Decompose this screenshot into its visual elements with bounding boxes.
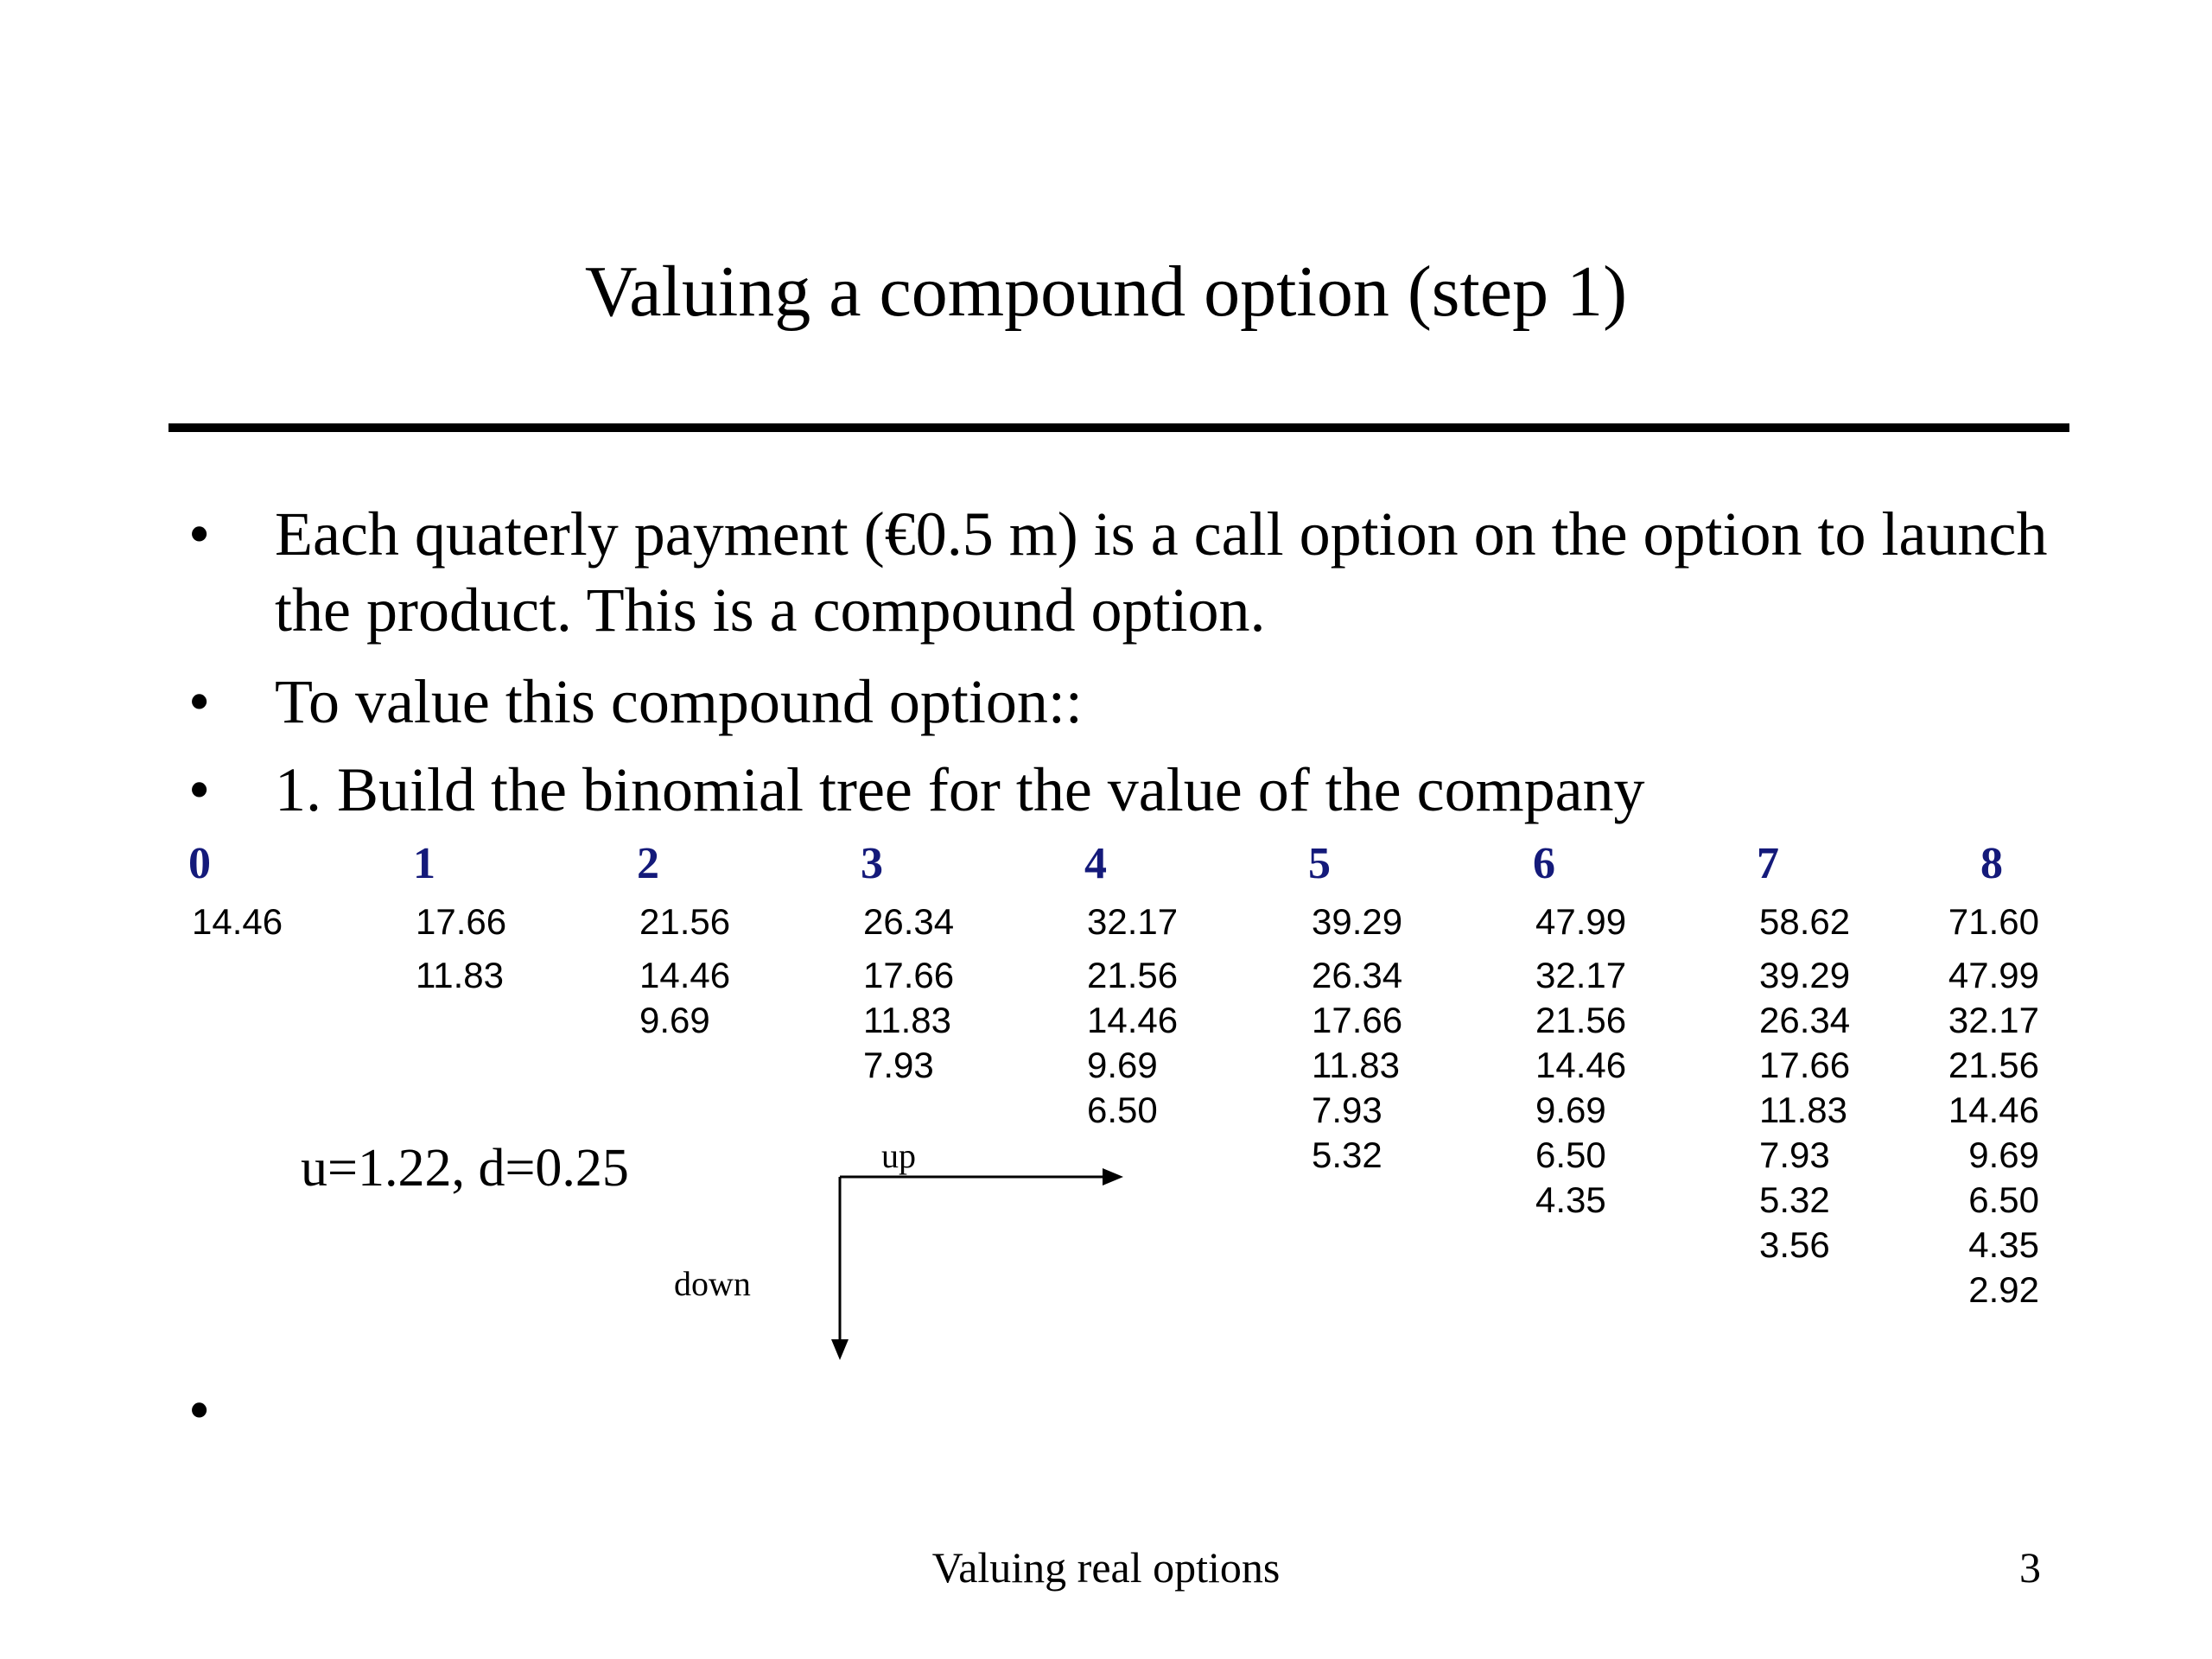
bullet-value-compound: To value this compound option:: bbox=[275, 667, 1083, 736]
empty-bullet: • bbox=[188, 1376, 211, 1445]
down-arrowhead bbox=[831, 1339, 849, 1360]
tree-node: 11.83 bbox=[416, 955, 504, 995]
tree-node: 2.92 bbox=[1968, 1269, 2039, 1310]
tree-node: 9.69 bbox=[1535, 1090, 1606, 1130]
tree-node: 9.69 bbox=[1087, 1045, 1158, 1085]
page-number: 3 bbox=[2019, 1543, 2041, 1592]
tree-node: 26.34 bbox=[1759, 1000, 1851, 1040]
period-header: 1 bbox=[413, 839, 435, 888]
bullet-build-tree: 1. Build the binomial tree for the value of the company bbox=[275, 755, 1645, 824]
tree-node: 17.66 bbox=[1759, 1045, 1851, 1085]
tree-node: 6.50 bbox=[1535, 1135, 1606, 1175]
tree-node: 6.50 bbox=[1087, 1090, 1158, 1130]
tree-node: 58.62 bbox=[1759, 901, 1851, 942]
up-arrowhead bbox=[1103, 1168, 1123, 1185]
tree-node: 11.83 bbox=[863, 1000, 951, 1040]
tree-node: 47.99 bbox=[1535, 901, 1627, 942]
period-header: 6 bbox=[1533, 839, 1555, 888]
tree-node: 71.60 bbox=[1948, 901, 2039, 942]
tree-node: 4.35 bbox=[1535, 1179, 1606, 1220]
tree-node: 26.34 bbox=[863, 901, 955, 942]
period-header: 4 bbox=[1084, 839, 1107, 888]
tree-node: 14.46 bbox=[1087, 1000, 1179, 1040]
tree-node: 7.93 bbox=[1759, 1135, 1830, 1175]
period-header: 2 bbox=[637, 839, 659, 888]
up-label: up bbox=[881, 1136, 916, 1175]
bullet-marker: • bbox=[188, 667, 211, 736]
tree-node: 39.29 bbox=[1312, 901, 1403, 942]
footer-title: Valuing real options bbox=[931, 1543, 1281, 1592]
tree-node: 47.99 bbox=[1948, 955, 2039, 995]
tree-node: 3.56 bbox=[1759, 1224, 1830, 1265]
tree-node: 21.56 bbox=[1535, 1000, 1627, 1040]
slide-title: Valuing a compound option (step 1) bbox=[584, 251, 1628, 332]
bullet-marker: • bbox=[188, 755, 211, 824]
tree-node: 21.56 bbox=[1087, 955, 1179, 995]
tree-node: 17.66 bbox=[863, 955, 955, 995]
tree-node: 32.17 bbox=[1535, 955, 1627, 995]
period-header: 3 bbox=[861, 839, 883, 888]
tree-node: 9.69 bbox=[639, 1000, 710, 1040]
bullet-payment: Each quaterly payment (€0.5 m) is a call option on the option to launch the product. This is a compound option. bbox=[275, 499, 2048, 645]
tree-node: 17.66 bbox=[1312, 1000, 1403, 1040]
tree-node: 21.56 bbox=[1948, 1045, 2039, 1085]
tree-node: 21.56 bbox=[639, 901, 731, 942]
tree-node: 5.32 bbox=[1759, 1179, 1830, 1220]
tree-parameters: u=1.22, d=0.25 bbox=[301, 1139, 629, 1198]
tree-node: 4.35 bbox=[1968, 1224, 2039, 1265]
tree-node: 14.46 bbox=[1535, 1045, 1627, 1085]
tree-node: 14.46 bbox=[639, 955, 731, 995]
tree-node: 14.46 bbox=[1948, 1090, 2039, 1130]
down-label: down bbox=[674, 1264, 751, 1303]
tree-node: 7.93 bbox=[1312, 1090, 1382, 1130]
tree-node: 26.34 bbox=[1312, 955, 1403, 995]
tree-node: 14.46 bbox=[192, 901, 283, 942]
tree-node: 11.83 bbox=[1759, 1090, 1847, 1130]
tree-node: 39.29 bbox=[1759, 955, 1851, 995]
tree-node: 32.17 bbox=[1087, 901, 1179, 942]
tree-node: 6.50 bbox=[1968, 1179, 2039, 1220]
period-header: 0 bbox=[188, 839, 211, 888]
tree-node: 17.66 bbox=[416, 901, 507, 942]
tree-node: 5.32 bbox=[1312, 1135, 1382, 1175]
period-header: 7 bbox=[1757, 839, 1779, 888]
period-header: 5 bbox=[1308, 839, 1331, 888]
tree-node: 32.17 bbox=[1948, 1000, 2039, 1040]
tree-node: 7.93 bbox=[863, 1045, 934, 1085]
tree-node: 11.83 bbox=[1312, 1045, 1400, 1085]
tree-node: 9.69 bbox=[1968, 1135, 2039, 1175]
bullet-marker: • bbox=[188, 499, 211, 569]
period-header: 8 bbox=[1980, 839, 2003, 888]
